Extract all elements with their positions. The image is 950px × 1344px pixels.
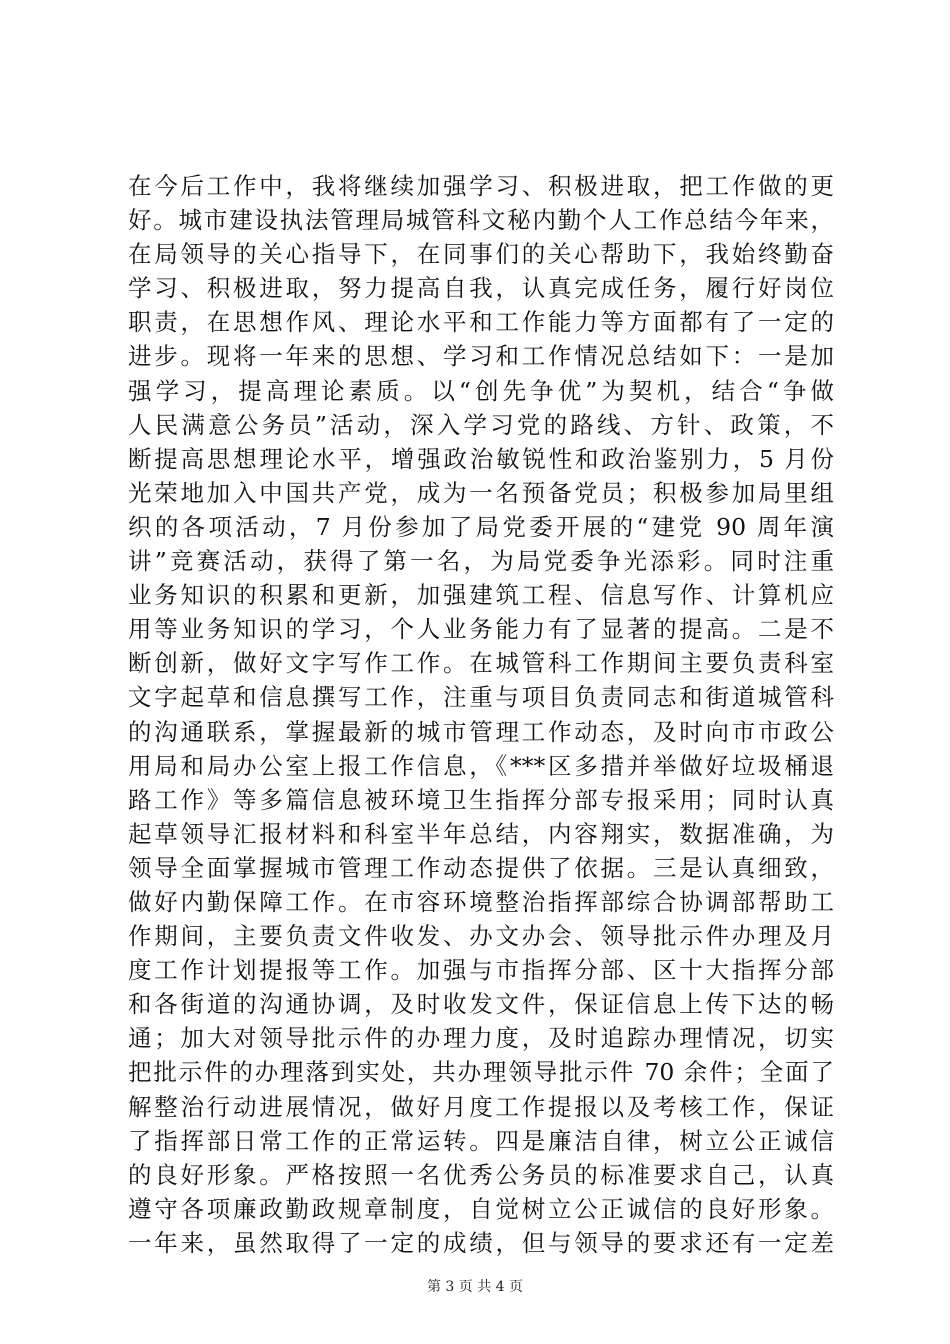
text-line: 解整治行动进展情况，做好月度工作提报以及考核工作，保证 [128,1092,834,1121]
text-line: 用等业务知识的学习，个人业务能力有了显著的提高。二是不 [128,615,834,644]
text-line: 度工作计划提报等工作。加强与市指挥分部、区十大指挥分部 [128,956,834,985]
text-line: 的良好形象。严格按照一名优秀公务员的标准要求自己，认真 [128,1160,834,1189]
page-footer: 第 3 页 共 4 页 [426,1279,524,1295]
text-line: 文字起草和信息撰写工作，注重与项目负责同志和街道城管科 [128,683,834,712]
text-line: 织的各项活动，7 月份参加了局党委开展的“建党 90 周年演 [128,512,834,541]
text-line: 和各街道的沟通协调，及时收发文件，保证信息上传下达的畅 [128,990,834,1019]
text-line: 业务知识的积累和更新，加强建筑工程、信息写作、计算机应 [128,581,834,610]
text-line: 光荣地加入中国共产党，成为一名预备党员；积极参加局里组 [128,478,834,507]
text-line: 学习、积极进取，努力提高自我，认真完成任务，履行好岗位 [128,274,834,303]
text-line: 人民满意公务员”活动，深入学习党的路线、方针、政策，不 [128,410,834,439]
text-line: 领导全面掌握城市管理工作动态提供了依据。三是认真细致， [128,853,834,882]
text-line: 强学习，提高理论素质。以“创先争优”为契机，结合“争做 [128,376,834,405]
body-text [128,169,834,1260]
text-line: 通；加大对领导批示件的办理力度，及时追踪办理情况，切实 [128,1024,834,1053]
text-line: 讲”竞赛活动，获得了第一名，为局党委争光添彩。同时注重 [128,547,834,576]
text-line: 把批示件的办理落到实处，共办理领导批示件 70 余件；全面了 [128,1058,834,1087]
text-line: 断提高思想理论水平，增强政治敏锐性和政治鉴别力，5 月份 [128,444,834,473]
text-line: 了指挥部日常工作的正常运转。四是廉洁自律，树立公正诚信 [128,1126,834,1155]
text-line: 起草领导汇报材料和科室半年总结，内容翔实，数据准确，为 [128,819,834,848]
text-line: 路工作》等多篇信息被环境卫生指挥分部专报采用；同时认真 [128,785,834,814]
text-line: 作期间，主要负责文件收发、办文办会、领导批示件办理及月 [128,922,834,951]
text-line: 职责，在思想作风、理论水平和工作能力等方面都有了一定的 [128,308,834,337]
text-line: 的沟通联系，掌握最新的城市管理工作动态，及时向市市政公 [128,717,834,746]
text-line: 一年来，虽然取得了一定的成绩，但与领导的要求还有一定差 [128,1228,834,1257]
text-line: 用局和局办公室上报工作信息，《***区多措并举做好垃圾桶退 [128,751,834,780]
text-line: 进步。现将一年来的思想、学习和工作情况总结如下：一是加 [128,342,834,371]
text-line: 在局领导的关心指导下，在同事们的关心帮助下，我始终勤奋 [128,240,834,269]
text-line: 在今后工作中，我将继续加强学习、积极进取，把工作做的更 [128,172,834,200]
text-line: 做好内勤保障工作。在市容环境整治指挥部综合协调部帮助工 [128,887,834,916]
text-line: 断创新，做好文字写作工作。在城管科工作期间主要负责科室 [128,649,834,678]
text-line: 遵守各项廉政勤政规章制度，自觉树立公正诚信的良好形象。 [128,1194,834,1223]
text-line: 好。城市建设执法管理局城管科文秘内勤个人工作总结今年来， [128,206,834,235]
